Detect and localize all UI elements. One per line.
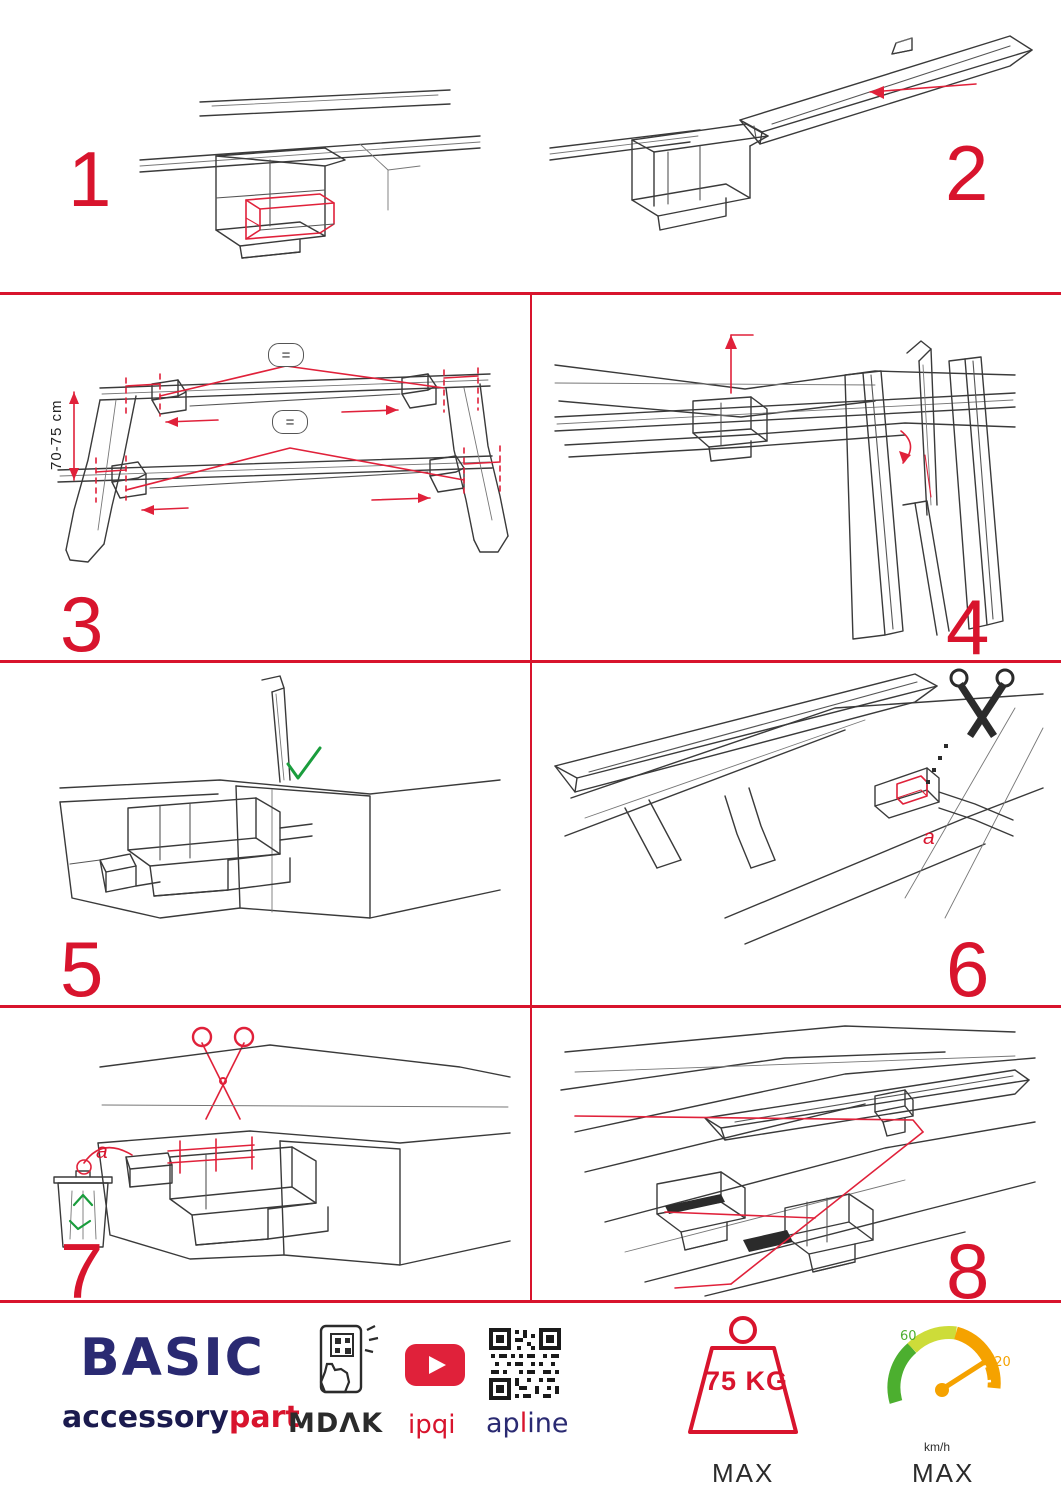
step-7-illustration (40, 1015, 520, 1280)
brand-basic-logo: BASIC (80, 1328, 265, 1388)
step-number-4: 4 (946, 583, 990, 671)
apline-part-ine: ine (527, 1408, 569, 1439)
step-7-part-label: a (96, 1140, 108, 1163)
footer (0, 1300, 1061, 1500)
speed-unit-label: km/h (924, 1440, 951, 1454)
brand-part-text: part (228, 1400, 300, 1435)
step-1-illustration (120, 40, 520, 280)
max-load-label: MAX (712, 1458, 775, 1488)
brand-ipqi-label: ipqi (408, 1410, 456, 1440)
qr-phone-icon (305, 1324, 391, 1404)
divider-vertical-row4 (530, 1005, 532, 1300)
step-6-illustration (545, 668, 1045, 958)
step-number-5: 5 (60, 925, 104, 1013)
divider-vertical-row3 (530, 660, 532, 1005)
brand-accessorypart-logo (62, 1400, 300, 1435)
brand-mdak-label: MDΛK (288, 1408, 384, 1439)
qr-code-icon[interactable] (487, 1326, 563, 1402)
youtube-icon[interactable] (405, 1344, 465, 1386)
step-number-8: 8 (946, 1227, 990, 1315)
step-3-dimension-label: 70-75 cm (48, 399, 65, 470)
step-3-illustration (40, 330, 520, 590)
step-number-7: 7 (60, 1227, 104, 1315)
step-number-3: 3 (60, 580, 104, 668)
svg-text:60: 60 (900, 1329, 917, 1344)
apline-part-l: l (519, 1408, 528, 1439)
apline-part-a: ap (486, 1408, 520, 1439)
step-5-illustration (40, 668, 520, 938)
max-load-value: 75 KG (705, 1366, 789, 1396)
svg-text:120: 120 (986, 1355, 1011, 1370)
divider-vertical-row2 (530, 292, 532, 660)
step-number-1: 1 (68, 135, 112, 223)
equal-badge-top: = (268, 343, 304, 367)
step-number-6: 6 (946, 925, 990, 1013)
step-number-2: 2 (945, 129, 989, 217)
brand-accessory-text: accessory (62, 1400, 229, 1435)
brand-apline-logo (486, 1408, 568, 1439)
equal-badge-bottom: = (272, 410, 308, 434)
max-speed-icon (882, 1318, 1012, 1438)
step-6-part-label: a (923, 826, 935, 849)
max-speed-label: MAX (912, 1458, 975, 1488)
